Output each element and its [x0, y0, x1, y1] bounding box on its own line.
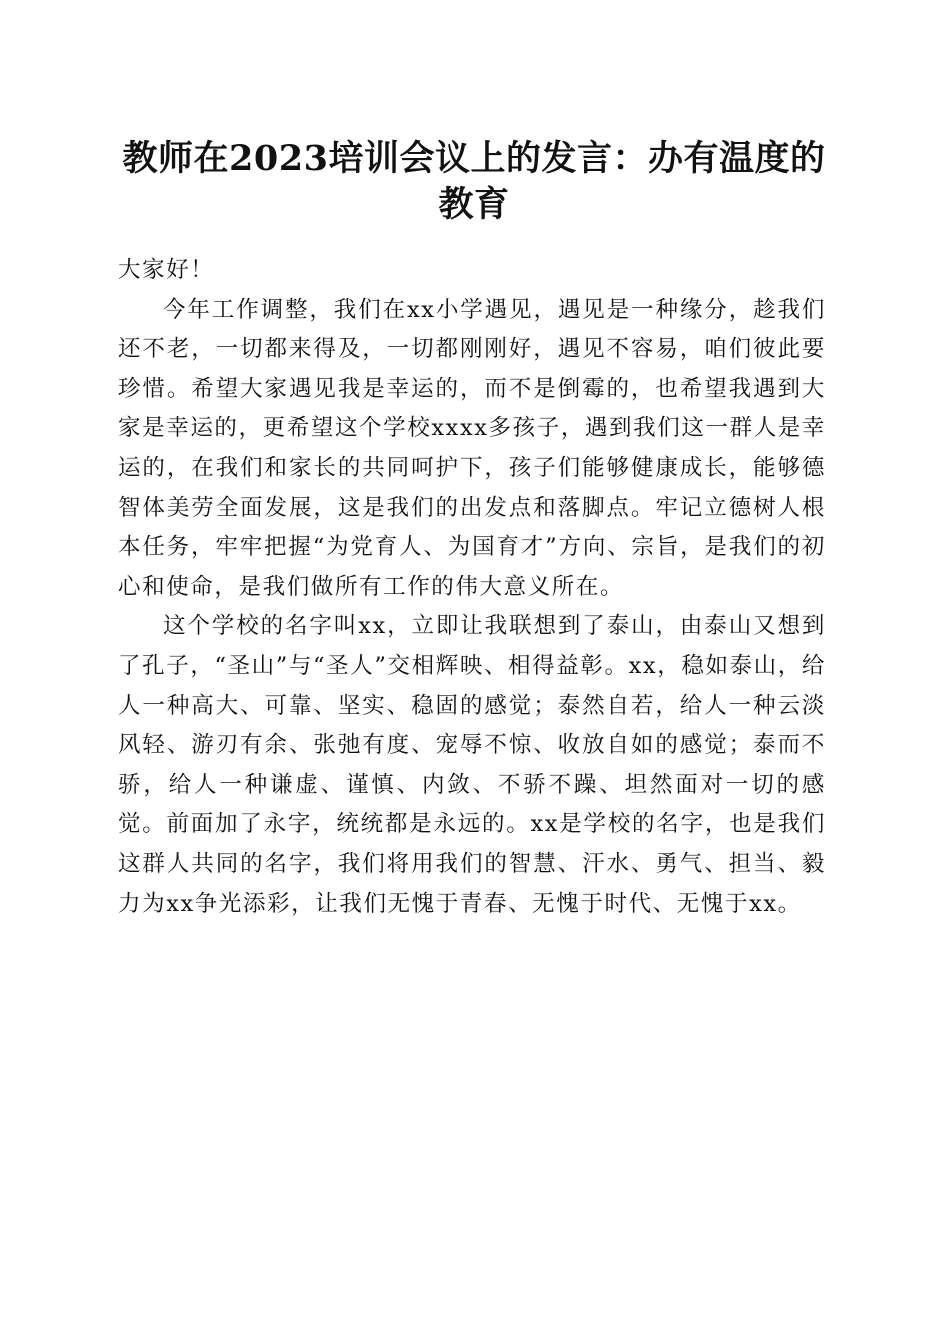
paragraph-1: 今年工作调整，我们在xx小学遇见，遇见是一种缘分，趁我们还不老，一切都来得及，一切都刚刚好，遇见不容易，咱们彼此要珍惜。希望大家遇见我是幸运的，而不是倒霉的，也希望我遇到大家是幸运的，更希望这个学校xxxx多孩子，遇到我们这一群人是幸运的，在我们和家长的共同呵护下，孩子们能够健康成长，能够德智体美劳全面发展，这是我们的出发点和落脚点。牢记立德树人根本任务，牢牢把握“为党育人、为国育才”方向、宗旨，是我们的初心和使命，是我们做所有工作的伟大意义所在。 — [118, 296, 826, 600]
document-body — [118, 251, 826, 924]
greeting: 大家好！ — [118, 257, 215, 283]
paragraph-2: 这个学校的名字叫xx，立即让我联想到了泰山，由泰山又想到了孔子，“圣山”与“圣人”交相辉映、相得益彰。xx，稳如泰山，给人一种高大、可靠、坚实、稳固的感觉；泰然自若，给人一种云淡风轻、游刃有余、张弛有度、宠辱不惊、收放自如的感觉；泰而不骄，给人一种谦虚、谨慎、内敛、不骄不躁、坦然面对一切的感觉。前面加了永字，统统都是永远的。xx是学校的名字，也是我们这群人共同的名字，我们将用我们的智慧、汗水、勇气、担当、毅力为xx争光添彩，让我们无愧于青春、无愧于时代、无愧于xx。 — [118, 613, 826, 917]
document-title: 教师在2023培训会议上的发言：办有温度的教育 — [122, 138, 826, 225]
